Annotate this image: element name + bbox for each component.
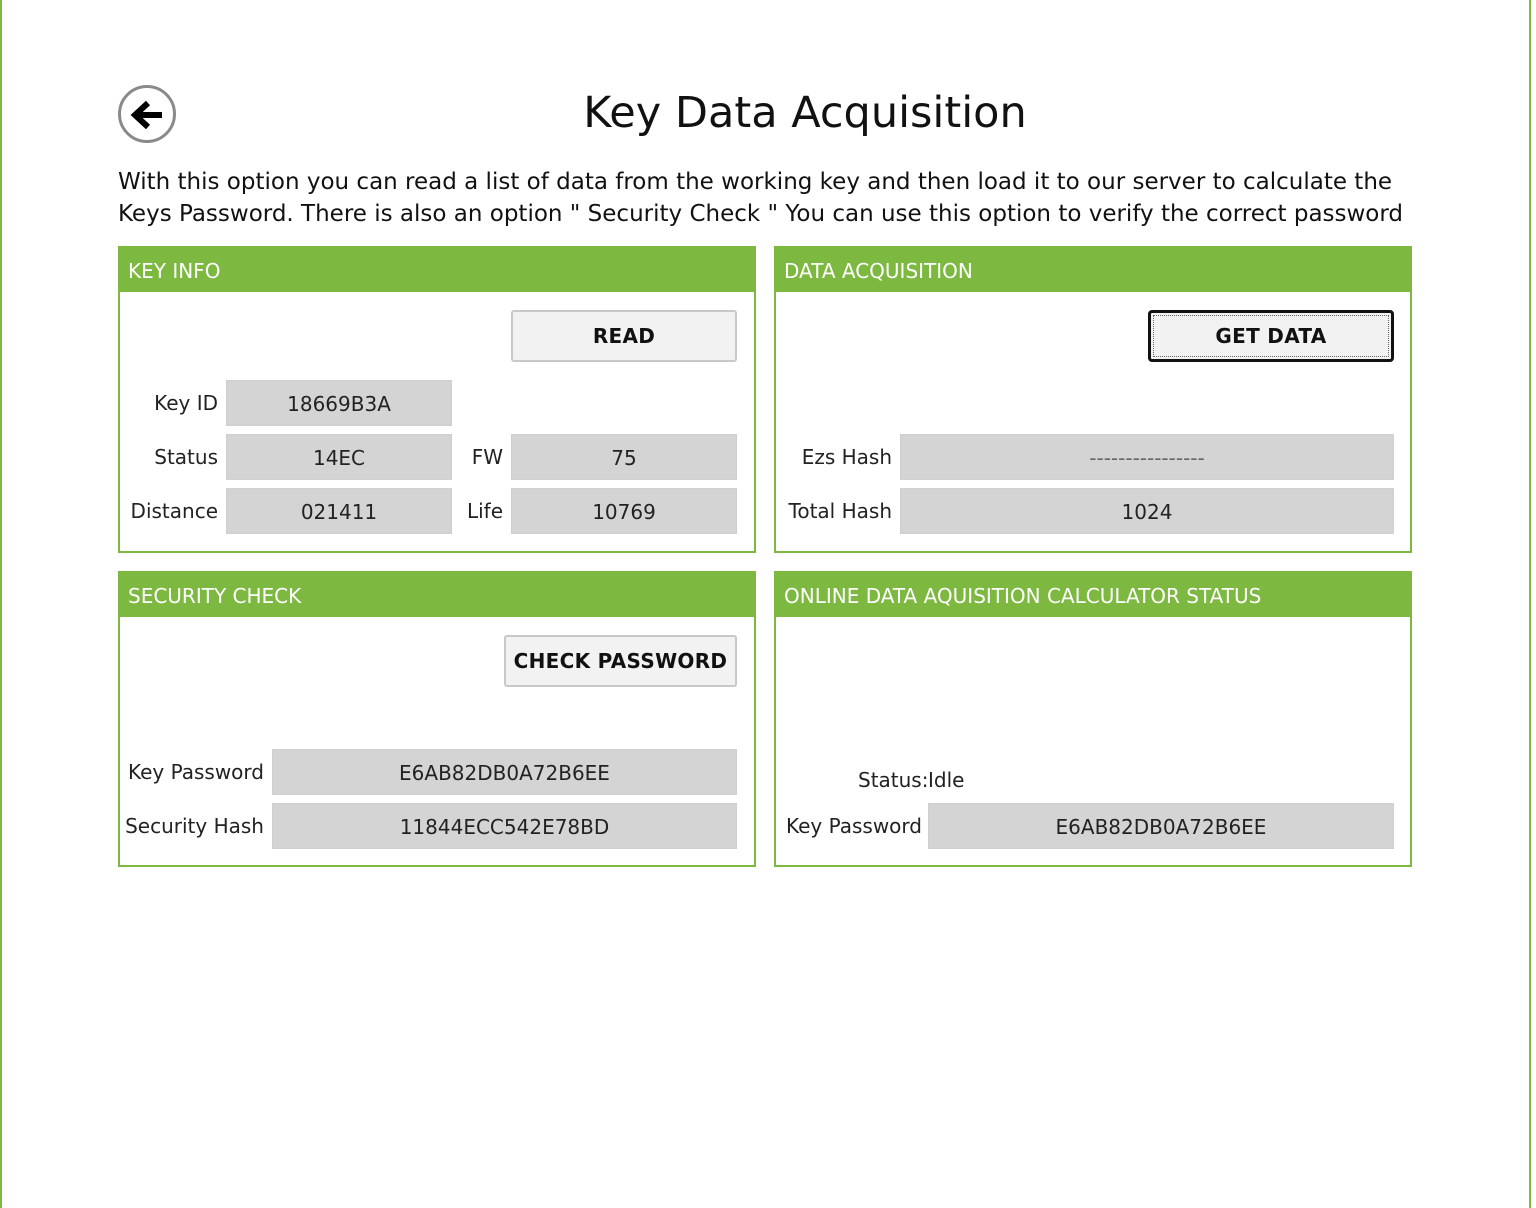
status-field: 14EC	[226, 434, 452, 480]
ezs-hash-field: ----------------	[900, 434, 1394, 480]
life-field: 10769	[511, 488, 737, 534]
security-hash-label: Security Hash	[125, 814, 264, 838]
security-check-panel	[118, 571, 756, 867]
calc-status-value: Idle	[928, 768, 965, 792]
fw-label: FW	[471, 445, 503, 469]
key-info-header: KEY INFO	[120, 248, 754, 292]
page-description: With this option you can read a list of data from the working key and then load it to our server to calculate the Keys Password. There is also an option " Security Check " You can use this option to verify the correct password	[118, 169, 1404, 227]
key-password-label: Key Password	[127, 760, 264, 784]
total-hash-label: Total Hash	[788, 499, 892, 523]
distance-field: 021411	[226, 488, 452, 534]
calc-key-password-label: Key Password	[785, 814, 922, 838]
key-info-panel	[118, 246, 756, 553]
key-password-field: E6AB82DB0A72B6EE	[272, 749, 737, 795]
security-hash-field: 11844ECC542E78BD	[272, 803, 737, 849]
get-data-button[interactable]: GET DATA	[1148, 310, 1394, 362]
life-label: Life	[466, 499, 503, 523]
window-left-border	[0, 0, 2, 1208]
data-acquisition-panel	[774, 246, 1412, 553]
total-hash-field: 1024	[900, 488, 1394, 534]
key-id-label: Key ID	[154, 391, 218, 415]
calc-status-label: Status:	[858, 768, 929, 792]
check-password-button[interactable]: CHECK PASSWORD	[504, 635, 737, 687]
calculator-status-panel	[774, 571, 1412, 867]
distance-label: Distance	[130, 499, 218, 523]
security-check-header: SECURITY CHECK	[120, 573, 754, 617]
calc-key-password-field: E6AB82DB0A72B6EE	[928, 803, 1394, 849]
read-button[interactable]: READ	[511, 310, 737, 362]
key-id-field: 18669B3A	[226, 380, 452, 426]
page-title: Key Data Acquisition	[583, 88, 1027, 138]
calculator-status-header: ONLINE DATA AQUISITION CALCULATOR STATUS	[776, 573, 1410, 617]
fw-field: 75	[511, 434, 737, 480]
ezs-hash-label: Ezs Hash	[801, 445, 892, 469]
status-label: Status	[154, 445, 218, 469]
window-right-border	[1529, 0, 1531, 1208]
data-acquisition-header: DATA ACQUISITION	[776, 248, 1410, 292]
